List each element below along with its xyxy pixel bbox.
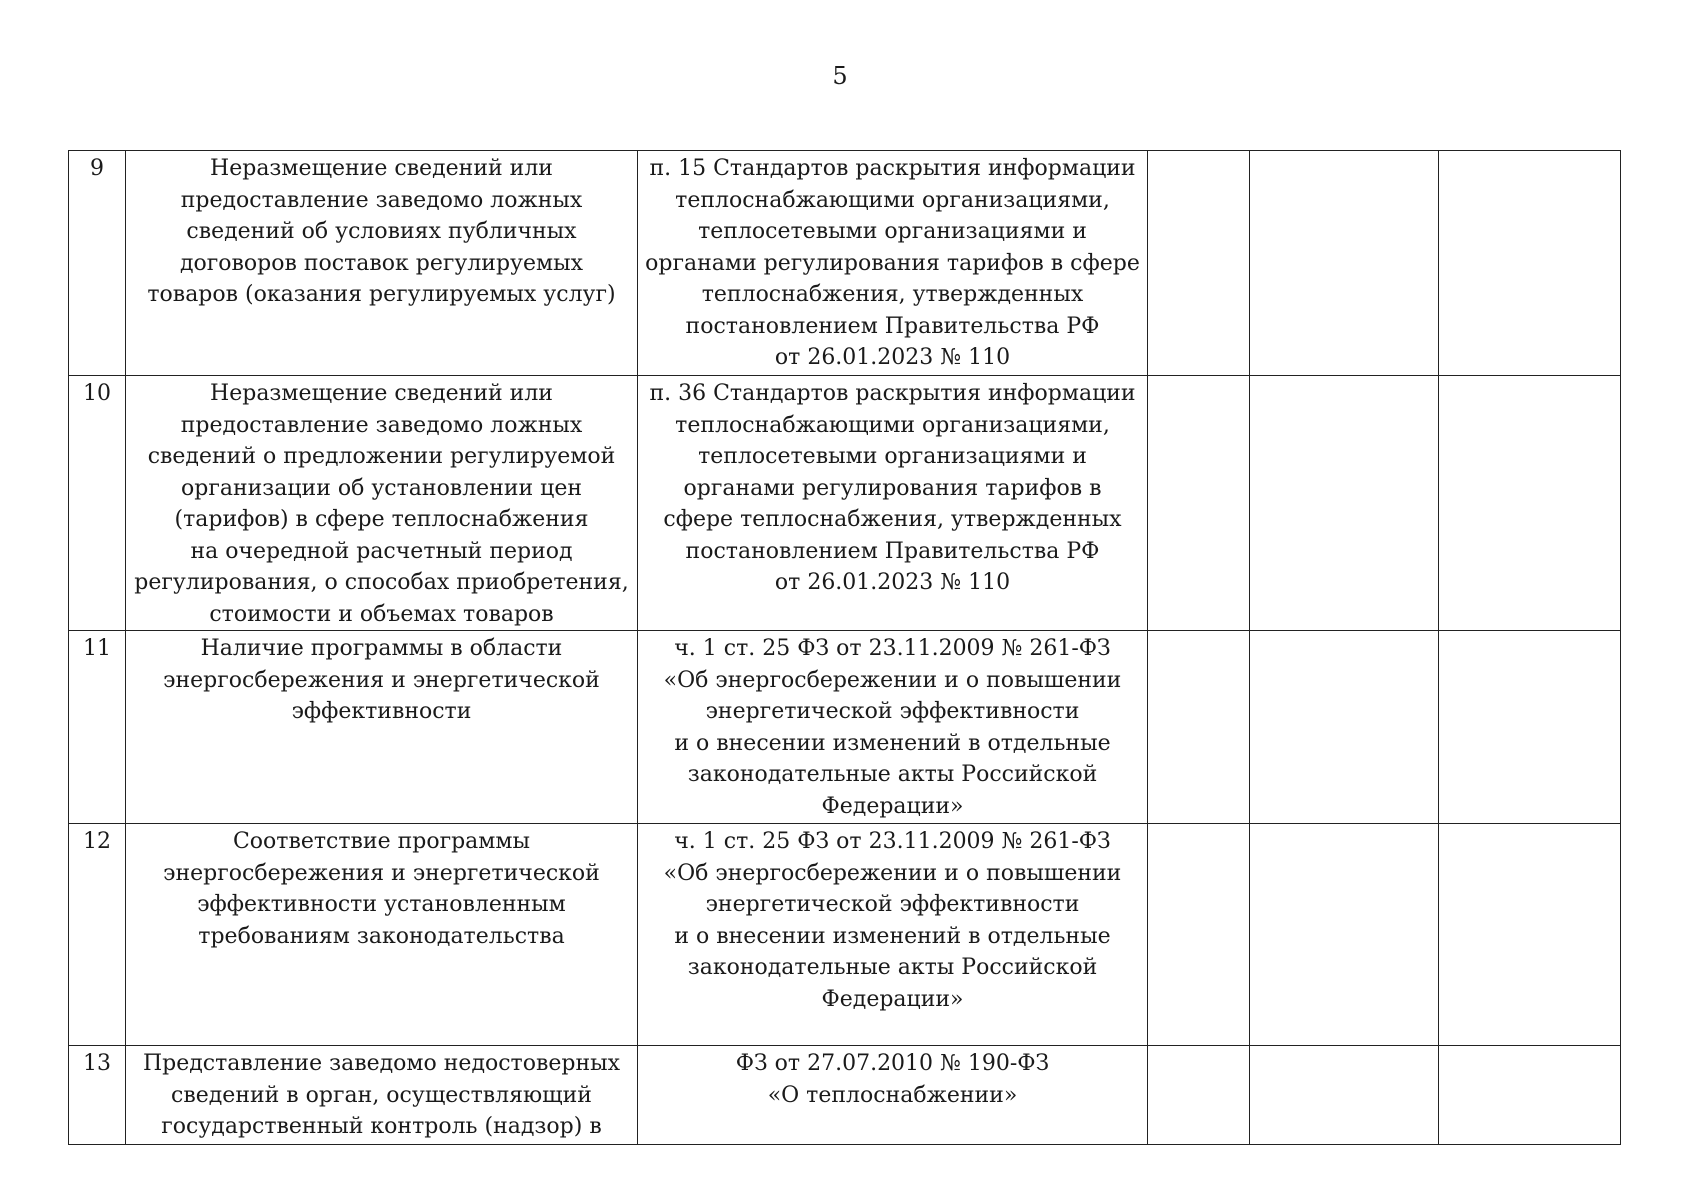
answer-na-cell[interactable] xyxy=(1439,376,1621,631)
requirement-cell xyxy=(126,824,638,1046)
answer-na-cell[interactable] xyxy=(1439,151,1621,376)
legal-act-line: п. 15 Стандартов раскрытия информации xyxy=(649,156,1136,181)
requirement-line: Представление заведомо недостоверных xyxy=(142,1051,621,1076)
legal-act-line: Федерации» xyxy=(821,986,964,1012)
checklist-table xyxy=(68,150,1621,1145)
answer-yes-cell[interactable] xyxy=(1148,376,1250,631)
row-number-cell: 10 xyxy=(69,376,126,631)
row-number-cell: 11 xyxy=(69,631,126,824)
row-number-cell: 9 xyxy=(69,151,126,376)
legal-act-line: и о внесении изменений в отдельные xyxy=(674,923,1111,949)
legal-act-line: ч. 1 ст. 25 ФЗ от 23.11.2009 № 261-ФЗ xyxy=(674,636,1111,661)
requirement-line: предоставление заведомо ложных xyxy=(180,187,583,213)
legal-act-line: органами регулирования тарифов в xyxy=(683,475,1102,501)
requirement-line: эффективности xyxy=(291,699,472,724)
requirement-line: на очередной расчетный период xyxy=(190,538,573,564)
requirement-line: договоров поставок регулируемых xyxy=(179,250,584,276)
legal-act-line: постановлением Правительства РФ xyxy=(685,313,1100,339)
requirement-line: Соответствие программы xyxy=(232,829,531,854)
legal-act-line: ч. 1 ст. 25 ФЗ от 23.11.2009 № 261-ФЗ xyxy=(674,829,1111,854)
legal-act-line: Федерации» xyxy=(821,793,964,819)
legal-act-line: от 26.01.2023 № 110 xyxy=(774,345,1011,370)
table-row xyxy=(69,824,1621,1046)
legal-act-line: законодательные акты Российской xyxy=(687,955,1098,980)
legal-act-line: теплосетевыми организациями и xyxy=(698,444,1087,469)
requirement-line: предоставление заведомо ложных xyxy=(180,412,583,438)
requirement-line: Неразмещение сведений или xyxy=(210,381,553,406)
legal-act-line: энергетической эффективности xyxy=(705,892,1080,917)
requirement-line: государственный контроль (надзор) в xyxy=(161,1114,602,1139)
requirement-line: Неразмещение сведений или xyxy=(210,156,553,181)
legal-act-line: сфере теплоснабжения, утвержденных xyxy=(663,507,1122,532)
answer-na-cell[interactable] xyxy=(1439,1046,1621,1145)
legal-act-line: «О теплоснабжении» xyxy=(767,1082,1018,1108)
requirement-cell xyxy=(126,376,638,631)
answer-yes-cell[interactable] xyxy=(1148,151,1250,376)
legal-act-line: от 26.01.2023 № 110 xyxy=(774,570,1011,595)
answer-no-cell[interactable] xyxy=(1250,631,1439,824)
legal-act-cell xyxy=(638,151,1148,376)
table-row xyxy=(69,376,1621,631)
legal-act-line: «Об энергосбережении и о повышении xyxy=(663,667,1122,693)
legal-act-line: теплоснабжающими организациями, xyxy=(675,187,1110,213)
legal-act-cell xyxy=(638,824,1148,1046)
answer-no-cell[interactable] xyxy=(1250,376,1439,631)
requirement-line: стоимости и объемах товаров xyxy=(209,601,554,627)
legal-act-line: постановлением Правительства РФ xyxy=(685,538,1100,564)
requirement-line: требованиям законодательства xyxy=(198,923,565,949)
requirement-line: товаров (оказания регулируемых услуг) xyxy=(147,282,616,307)
requirement-cell xyxy=(126,631,638,824)
row-number-cell: 12 xyxy=(69,824,126,1046)
table-row xyxy=(69,631,1621,824)
requirement-cell xyxy=(126,151,638,376)
answer-yes-cell[interactable] xyxy=(1148,824,1250,1046)
legal-act-cell xyxy=(638,631,1148,824)
answer-no-cell[interactable] xyxy=(1250,824,1439,1046)
requirement-line: организации об установлении цен xyxy=(180,475,583,501)
requirement-cell xyxy=(126,1046,638,1145)
answer-yes-cell[interactable] xyxy=(1148,631,1250,824)
requirement-line: регулирования, о способах приобретения, xyxy=(134,570,629,595)
legal-act-line: энергетической эффективности xyxy=(705,699,1080,724)
answer-no-cell[interactable] xyxy=(1250,151,1439,376)
legal-act-line: п. 36 Стандартов раскрытия информации xyxy=(649,381,1136,406)
answer-na-cell[interactable] xyxy=(1439,631,1621,824)
legal-act-line: органами регулирования тарифов в сфере xyxy=(645,250,1140,276)
requirement-line: Наличие программы в области xyxy=(200,636,563,661)
requirement-line: сведений об условиях публичных xyxy=(186,219,577,244)
table-row xyxy=(69,151,1621,376)
legal-act-cell xyxy=(638,1046,1148,1145)
answer-no-cell[interactable] xyxy=(1250,1046,1439,1145)
table-row xyxy=(69,1046,1621,1145)
requirement-line: энергосбережения и энергетической xyxy=(163,667,600,693)
requirement-line: эффективности установленным xyxy=(197,892,566,917)
answer-na-cell[interactable] xyxy=(1439,824,1621,1046)
requirement-line: сведений в орган, осуществляющий xyxy=(171,1082,592,1108)
legal-act-cell xyxy=(638,376,1148,631)
legal-act-line: «Об энергосбережении и о повышении xyxy=(663,860,1122,886)
legal-act-line: теплосетевыми организациями и xyxy=(698,219,1087,244)
requirement-line: сведений о предложении регулируемой xyxy=(147,444,616,469)
answer-yes-cell[interactable] xyxy=(1148,1046,1250,1145)
legal-act-line: теплоснабжения, утвержденных xyxy=(701,282,1084,307)
requirement-line: (тарифов) в сфере теплоснабжения xyxy=(174,507,589,532)
legal-act-line: теплоснабжающими организациями, xyxy=(675,412,1110,438)
requirement-line: энергосбережения и энергетической xyxy=(163,860,600,886)
row-number-cell: 13 xyxy=(69,1046,126,1145)
page-number: 5 xyxy=(832,62,848,90)
checklist-table-body xyxy=(69,151,1621,1145)
legal-act-line: ФЗ от 27.07.2010 № 190-ФЗ xyxy=(735,1051,1050,1076)
legal-act-line: и о внесении изменений в отдельные xyxy=(674,730,1111,756)
legal-act-line: законодательные акты Российской xyxy=(687,762,1098,787)
